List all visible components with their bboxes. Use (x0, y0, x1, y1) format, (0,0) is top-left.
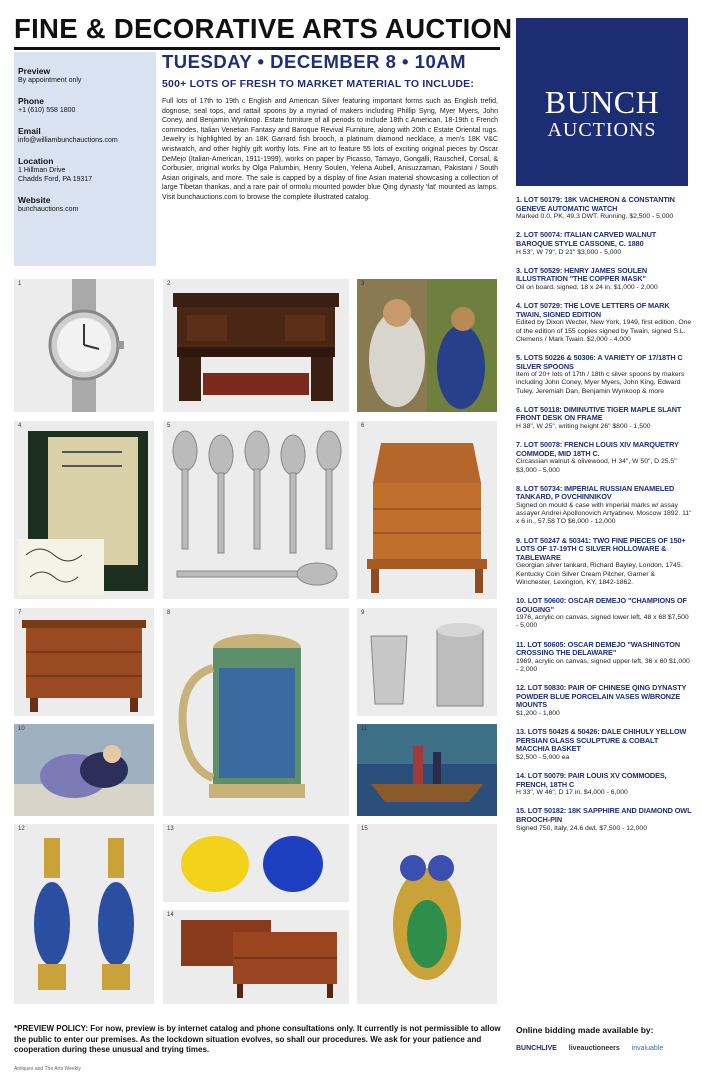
lot-entry[interactable] (516, 641, 692, 675)
spoons-icon (163, 421, 349, 599)
lot-image-5-spoons[interactable] (163, 421, 349, 599)
lot-description: 1969, acrylic on canvas, signed upper left, 36 x 60 $1,000 - 2,000 (516, 657, 690, 673)
lot-entry[interactable] (516, 354, 692, 396)
tile-number: 14 (167, 912, 174, 918)
silver-hollowware-icon (357, 608, 497, 716)
lot-image-3-painting[interactable] (357, 279, 497, 412)
partner-bunchlive[interactable]: BUNCHLIVE (516, 1045, 557, 1052)
tile-number: 8 (167, 610, 171, 616)
lot-image-1-watch[interactable] (14, 279, 154, 412)
lot-image-12-vases[interactable] (14, 824, 154, 1004)
lot-image-6-desk[interactable] (357, 421, 497, 599)
tile-number: 6 (361, 423, 365, 429)
lot-title: 6. LOT 50118: DIMINUTIVE TIGER MAPLE SLANT FRONT DESK ON FRAME (516, 404, 682, 423)
subheading: 500+ LOTS OF FRESH TO MARKET MATERIAL TO INCLUDE: (162, 78, 475, 90)
tile-number: 13 (167, 826, 174, 832)
painting-icon (14, 724, 154, 816)
online-bidding-label: Online bidding made available by: (516, 1025, 654, 1035)
lot-title: 9. LOT 50247 & 50341: TWO FINE PIECES OF 150+ LOTS OF 17-19TH C SILVER HOLLOWARE & TABLEWARE (516, 535, 686, 562)
lot-entry[interactable] (516, 441, 692, 475)
book-icon (14, 421, 154, 599)
lot-image-10-painting[interactable] (14, 724, 154, 816)
lot-image-11-painting[interactable] (357, 724, 497, 816)
lot-title: 10. LOT 50600: OSCAR DEMEJO "CHAMPIONS OF GOUGING" (516, 595, 687, 614)
preview-label: Preview (18, 66, 51, 76)
phone-label: Phone (18, 96, 44, 106)
painting-icon (357, 279, 497, 412)
commode-icon (163, 910, 349, 1004)
tile-number: 15 (361, 826, 368, 832)
lot-description: H 53", W 79", D 21" $3,000 - 5,000 (516, 248, 622, 256)
lot-title: 8. LOT 50734: IMPERIAL RUSSIAN ENAMELED TANKARD, P OVCHINNIKOV (516, 483, 675, 502)
partner-invaluable[interactable]: invaluable (631, 1045, 664, 1052)
lot-image-13-glass[interactable] (163, 824, 349, 902)
lot-title: 12. LOT 50830: PAIR OF CHINESE QING DYNASTY POWDER BLUE PORCELAIN VASES W/BRONZE MOUNTS (516, 683, 687, 710)
lot-image-2-cassone[interactable] (163, 279, 349, 412)
phone-value[interactable]: +1 (610) 558 1800 (18, 107, 76, 114)
lot-image-14-commodes[interactable] (163, 910, 349, 1004)
location-line-1: 1 Hillman Drive (18, 167, 66, 174)
lot-entry[interactable] (516, 772, 692, 797)
lot-description: Circassian walnut & olivewood, H 34", W 50", D 25.5" $3,000 - 5,000 (516, 458, 677, 474)
painting-icon (357, 724, 497, 816)
lot-description: Marked 0.0, PK, 49.3 DWT. Running. $2,500 - 5,000 (516, 213, 674, 221)
lot-description: Signed on mould & case with imperial marks w/ assay assayer Andrei Apollonovich Artyabnev, Moscow 1892. 11" x 6 in., 57.58 TO $6,000 - 12,000 (516, 501, 692, 526)
lot-description: Signed 750, Italy, 24.6 dwt. $7,500 - 12,000 (516, 824, 647, 832)
lot-description: $1,200 - 1,800 (516, 709, 560, 717)
lot-description: H 33", W 46", D 17 in. $4,000 - 6,000 (516, 789, 628, 797)
commode-icon (14, 608, 154, 716)
date-line: TUESDAY • DECEMBER 8 • 10AM (162, 51, 467, 72)
lot-entry[interactable] (516, 231, 692, 256)
tile-number: 7 (18, 610, 22, 616)
glass-sculpture-icon (163, 824, 349, 902)
owl-brooch-icon (357, 824, 497, 1004)
lot-entry[interactable] (516, 267, 692, 292)
lot-title: 13. LOTS 50425 & 50426: DALE CHIHULY YELLOW PERSIAN GLASS SCULPTURE & COBALT MACCHIA BASKET (516, 727, 687, 754)
page-title: FINE & DECORATIVE ARTS AUCTION (14, 13, 513, 44)
lot-description: Georgian silver tankard, Richard Bayley, London, 1745. Kentucky Coin Silver Cream Pitcher, Garner & Winchester, Lexington, KY, 1842-1862. (516, 562, 683, 586)
tile-number: 2 (167, 281, 171, 287)
lot-entry[interactable] (516, 597, 692, 631)
lot-entry[interactable] (516, 728, 692, 762)
lot-title: 1. LOT 50179: 18K VACHERON & CONSTANTIN GENEVE AUTOMATIC WATCH (516, 195, 675, 213)
website-label: Website (18, 195, 51, 205)
partner-liveauctioneers[interactable]: liveauctioneers (568, 1045, 620, 1052)
vase-lamps-icon (14, 824, 154, 1004)
location-line-2: Chadds Ford, PA 19317 (18, 176, 93, 183)
description-text: Full lots of 17th to 19th c English and American Silver featuring important forms such as English trefid, dognose, seal tops, and rattail spoons by a myriad of makers including Phillip Syng, Myer Myers, John Coney, and Benjamin Wynkoop. Estate furniture of all periods to include 18th c American, 18-19th c French commodes, Italian Venetian Fantasy and Baroque Revival Furniture, along with 20th c Estate Oriental rugs. Jewelry is highlighted by an 18K Garrard fish brooch, a platinum diamond necklace, a men's 18K V&C wristwatch, and other highly gift worthy lots. Fine art to feature 55 lots of exciting original pieces by Oscar DeMejo (Italian-American, 1911-1999), works on paper by Picasso, Tamayo, Gongalli, Rauscheil, Corsal, & Corbusier, original works by Olga Palumbin, Henry Soulen, Yelena Aubell, Anisuzzaman, Pakistani / South Asian originals, and more. The sale is capped by a display of fine Asian material showcasing a collection of large Tibetan thankas, and a rare pair of ormolu mounted powder blue Qing dynasty 'fat' mounted as lamps. Visit bunchauctions.com to browse the complete illustrated catalog. (162, 98, 498, 201)
watch-icon (14, 279, 154, 412)
lot-title: 14. LOT 50079: PAIR LOUIS XV COMMODES, FRENCH, 18TH C (516, 771, 667, 789)
tile-number: 3 (361, 281, 365, 287)
bunch-auctions-logo (516, 18, 688, 186)
preview-policy: *PREVIEW POLICY: For now, preview is by internet catalog and phone consultations only. It currently is not permissible to allow the public to enter our premises. As the lockdown situation evolves, so shall our procedures. We ask for your patience and cooperation during these unusual and trying times. (14, 1024, 501, 1054)
logo-line-2: AUCTIONS (547, 119, 657, 141)
tile-number: 5 (167, 423, 171, 429)
location-label: Location (18, 156, 54, 166)
lot-title: 2. LOT 50074: ITALIAN CARVED WALNUT BAROQUE STYLE CASSONE, C. 1880 (516, 230, 657, 248)
lot-description: $2,500 - 5,000 ea (516, 753, 570, 761)
cassone-icon (163, 279, 349, 412)
lot-entry[interactable] (516, 537, 692, 587)
lot-list (516, 186, 692, 833)
lot-image-15-brooch[interactable] (357, 824, 497, 1004)
desk-icon (357, 421, 497, 599)
lot-entry[interactable] (516, 807, 692, 832)
tile-number: 4 (18, 423, 22, 429)
lot-entry[interactable] (516, 302, 692, 344)
tile-number: 10 (18, 726, 25, 732)
tile-number: 11 (361, 726, 368, 732)
lot-description: Item of 20+ lots of 17th / 18th c silver spoons by makers including John Coney, Myer Myers, John King, Edward Tuley, Jeremiah Dan, Benjamin Wynkoop & more (516, 371, 685, 395)
lot-description: Edited by Dixon Wecter, New York, 1949, first edition. One of the edition of 155 copies signed by Twain, signed S.L. Clemens / Mark Twain. $2,000 - 4,000 (516, 319, 692, 343)
lot-title: 7. LOT 50078: FRENCH LOUIS XIV MARQUETRY COMMODE, MID 18TH C. (516, 440, 679, 458)
lot-description: 1976, acrylic on canvas, signed lower left, 48 x 68 $7,500 - 5,000 (516, 614, 689, 630)
lot-title: 11. LOT 50605: OSCAR DEMEJO "WASHINGTON CROSSING THE DELAWARE" (516, 639, 681, 658)
lot-title: 4. LOT 50729: THE LOVE LETTERS OF MARK TWAIN, SIGNED EDITION (516, 301, 670, 319)
lot-title: 5. LOTS 50226 & 50306: A VARIETY OF 17/18TH C SILVER SPOONS (516, 352, 683, 371)
lot-image-4-book[interactable] (14, 421, 154, 599)
tile-number: 12 (18, 826, 25, 832)
publication-footer: Antiques and The Arts Weekly (14, 1066, 81, 1072)
lot-image-9-silver[interactable] (357, 608, 497, 716)
lot-entry[interactable] (516, 196, 692, 221)
lot-image-7-commode[interactable] (14, 608, 154, 716)
bidding-partners (516, 1045, 692, 1052)
email-label: Email (18, 126, 41, 136)
lot-entry[interactable] (516, 485, 692, 527)
tile-number: 9 (361, 610, 365, 616)
tankard-icon (163, 608, 349, 816)
preview-value: By appointment only (18, 77, 82, 84)
lot-description: Oil on board, signed, 18 x 24 in. $1,000 - 2,000 (516, 283, 658, 291)
lot-description: H 38", W 25", writing height 26" $800 - 1,500 (516, 422, 651, 430)
info-box (14, 52, 156, 266)
email-link[interactable]: info@williambunchauctions.com (18, 137, 118, 144)
website-link[interactable]: bunchauctions.com (18, 206, 79, 213)
title-rule (14, 47, 500, 50)
lot-image-8-tankard[interactable] (163, 608, 349, 816)
lot-entry[interactable] (516, 684, 692, 718)
logo-line-1: BUNCH (544, 84, 660, 120)
lot-title: 15. LOT 50182: 18K SAPPHIRE AND DIAMOND OWL BROOCH-PIN (516, 806, 692, 825)
lot-entry[interactable] (516, 406, 692, 431)
lot-title: 3. LOT 50529: HENRY JAMES SOULEN ILLUSTRATION "THE COPPER MASK" (516, 265, 648, 284)
tile-number: 1 (18, 281, 22, 287)
